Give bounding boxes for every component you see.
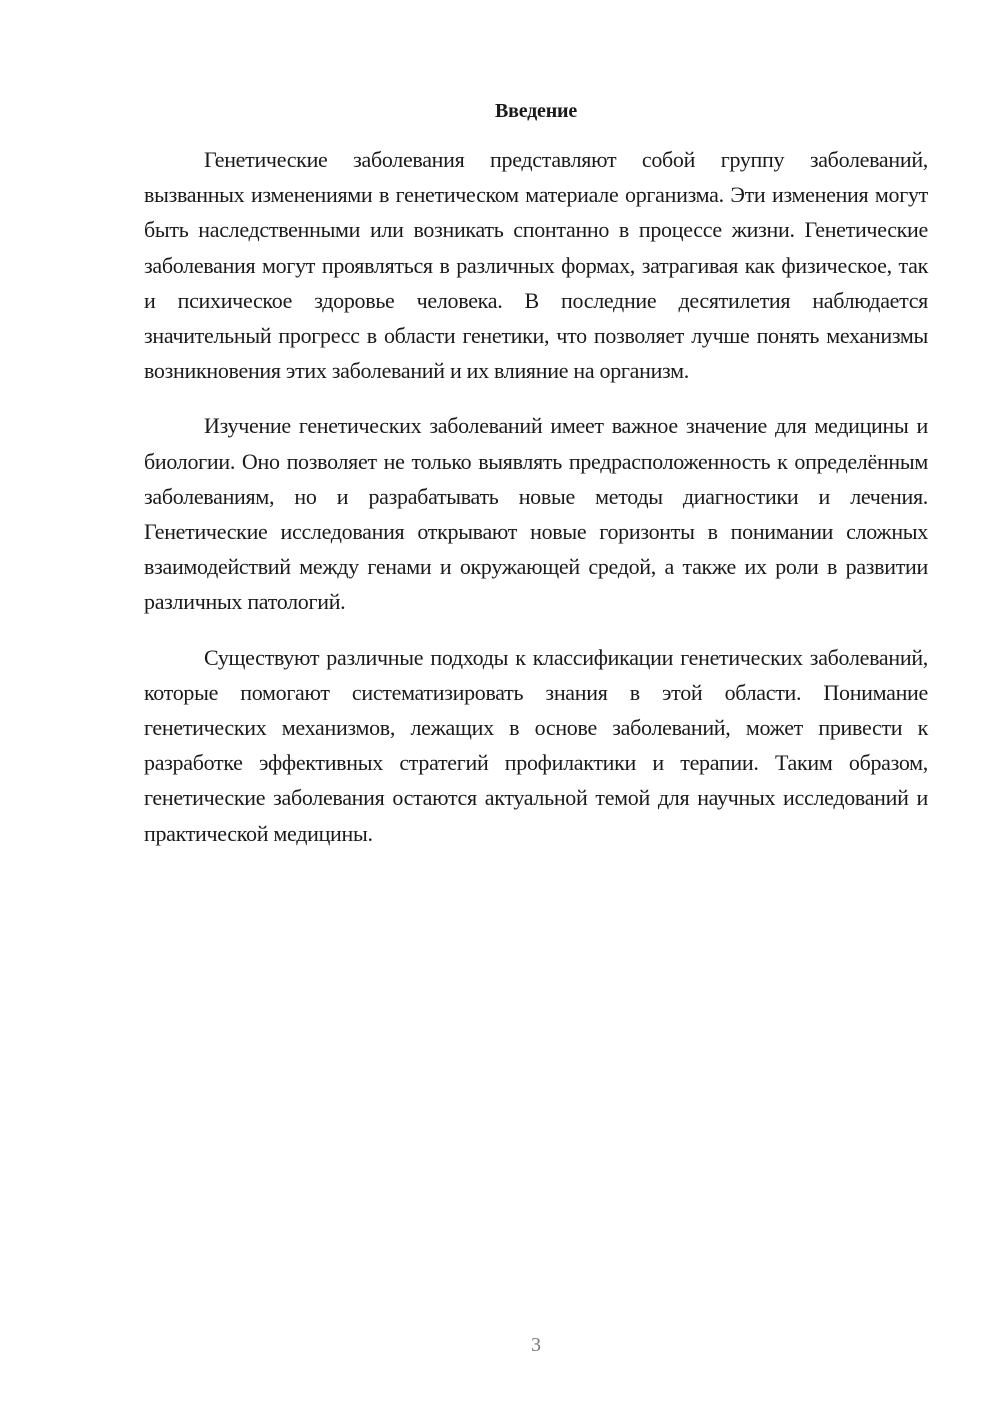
paragraph-1: Генетические заболевания представляют собой группу заболеваний, вызванных изменениями в генетическом материале организма. Эти изменения могут быть наследственными или возникать спонтанно в процессе жизни. Генетические заболевания могут проявляться в различных формах, затрагивая как физическое, так и психическое здоровье человека. В последние десятилетия наблюдается значительный прогресс в области генетики, что позволяет лучше понять механизмы возникновения этих заболеваний и их влияние на организм.: [144, 147, 928, 384]
section-title: Введение: [494, 100, 578, 122]
paragraph-2: Изучение генетических заболеваний имеет важное значение для медицины и биологии. Оно позволяет не только выявлять предрасположенность к определённым заболеваниям, но и разрабатывать новые методы диагностики и лечения. Генетические исследования открывают новые горизонты в понимании сложных взаимодействий между генами и окружающей средой, а также их роли в развитии различных патологий.: [144, 413, 928, 615]
paragraph-3: Существуют различные подходы к классификации генетических заболеваний, которые помогают систематизировать знания в этой области. Понимание генетических механизмов, лежащих в основе заболеваний, может привести к разработке эффективных стратегий профилактики и терапии. Таким образом, генетические заболевания остаются актуальной темой для научных исследований и практической медицины.: [144, 644, 928, 846]
page-number: 3: [531, 1334, 541, 1356]
body-text: [144, 142, 928, 871]
